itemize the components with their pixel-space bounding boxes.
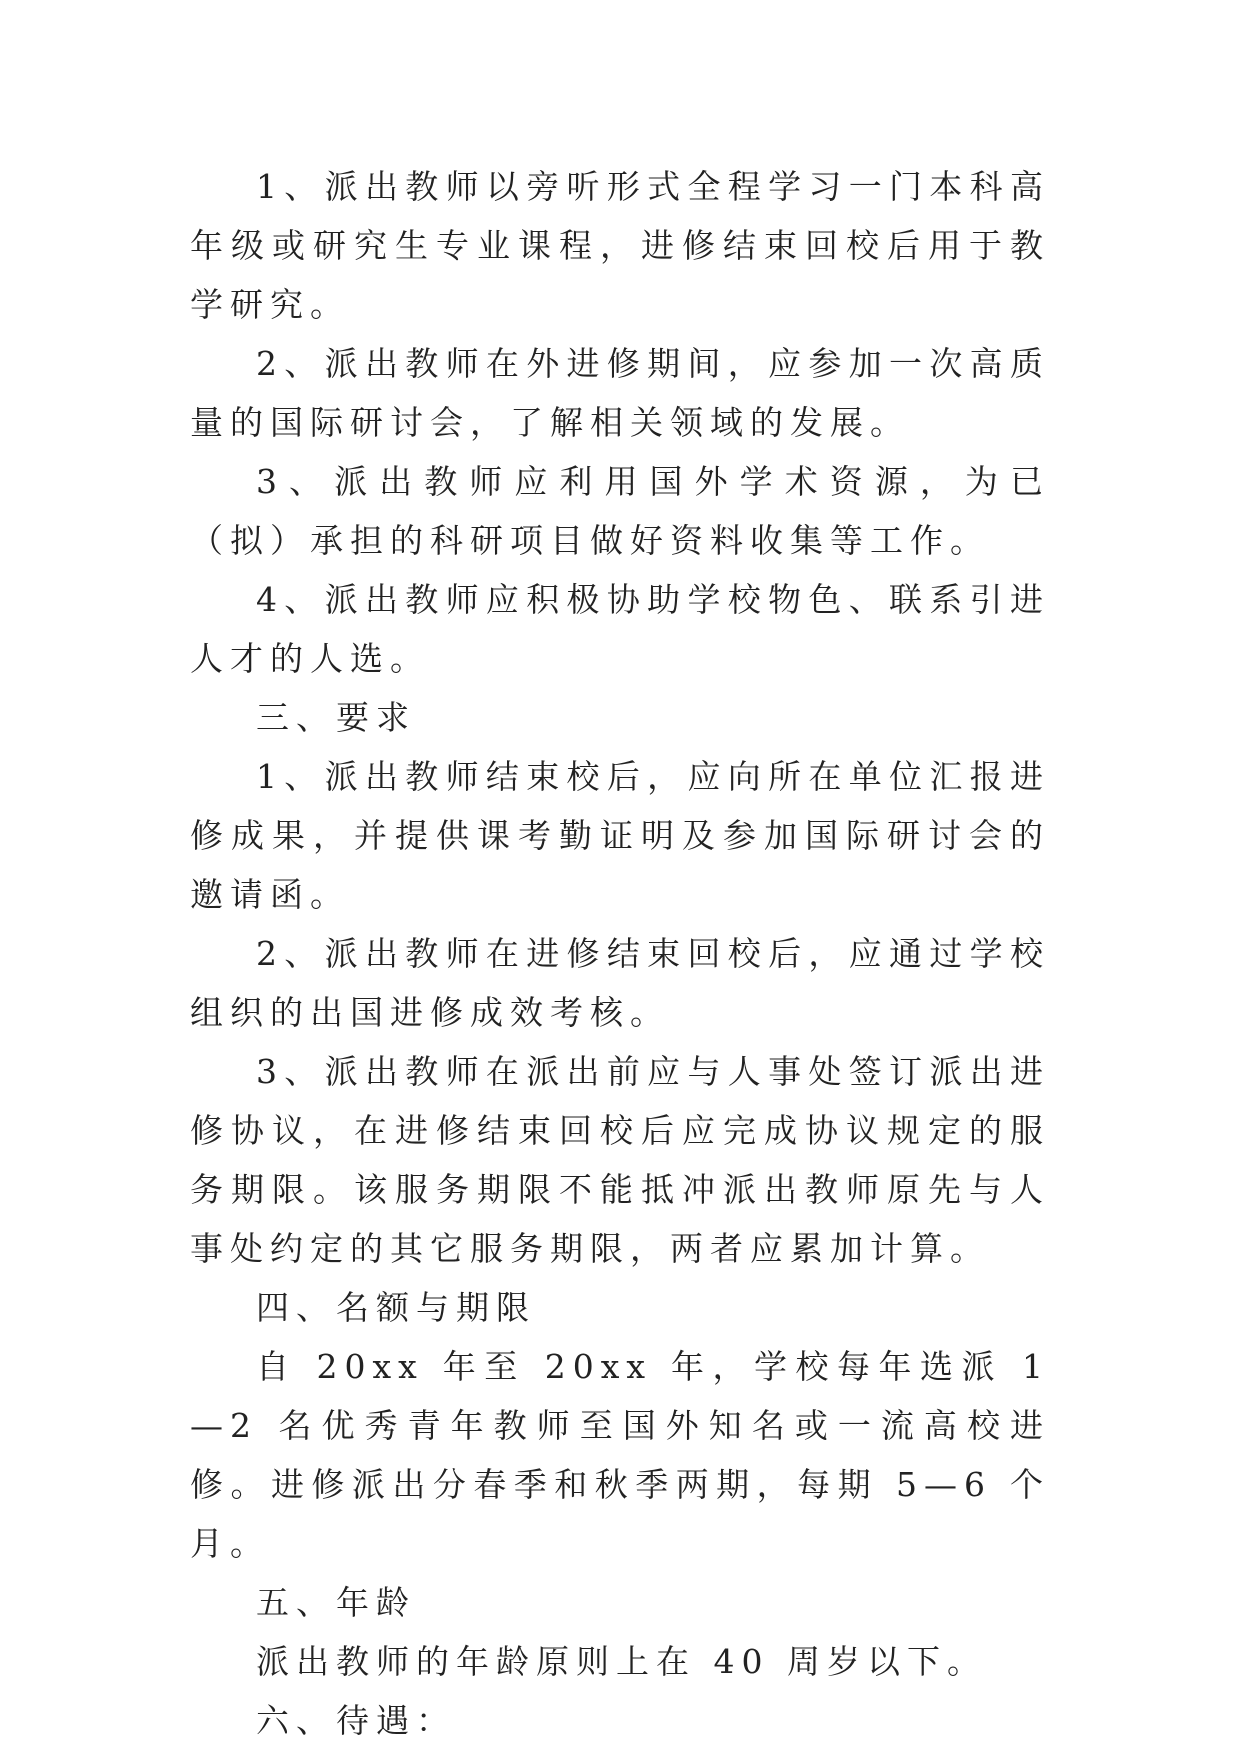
paragraph-6: 2、派出教师在进修结束回校后，应通过学校组织的出国进修成效考核。 — [190, 934, 1050, 1032]
paragraph-3: 3、派出教师应利用国外学术资源，为已（拟）承担的科研项目做好资料收集等工作。 — [190, 462, 1050, 560]
paragraph-4: 4、派出教师应积极协助学校物色、联系引进人才的人选。 — [190, 580, 1050, 678]
document-body — [190, 157, 1050, 1750]
paragraph-8: 自 20xx 年至 20xx 年，学校每年选派 1—2 名优秀青年教师至国外知名或一流高校进修。进修派出分春季和秋季两期，每期 5—6 个月。 — [190, 1347, 1050, 1563]
paragraph-2: 2、派出教师在外进修期间，应参加一次高质量的国际研讨会，了解相关领域的发展。 — [190, 344, 1050, 442]
paragraph-1: 1、派出教师以旁听形式全程学习一门本科高年级或研究生专业课程，进修结束回校后用于教学研究。 — [190, 167, 1050, 324]
section-heading-quota: 四、名额与期限 — [256, 1288, 536, 1327]
section-heading-requirements: 三、要求 — [256, 698, 416, 737]
section-heading-age: 五、年龄 — [256, 1583, 416, 1622]
paragraph-5: 1、派出教师结束校后，应向所在单位汇报进修成果，并提供课考勤证明及参加国际研讨会的邀请函。 — [190, 757, 1050, 914]
paragraph-9: 派出教师的年龄原则上在 40 周岁以下。 — [256, 1642, 987, 1681]
section-heading-benefits: 六、待遇： — [256, 1701, 456, 1740]
paragraph-7: 3、派出教师在派出前应与人事处签订派出进修协议，在进修结束回校后应完成协议规定的服务期限。该服务期限不能抵冲派出教师原先与人事处约定的其它服务期限，两者应累加计算。 — [190, 1052, 1050, 1268]
